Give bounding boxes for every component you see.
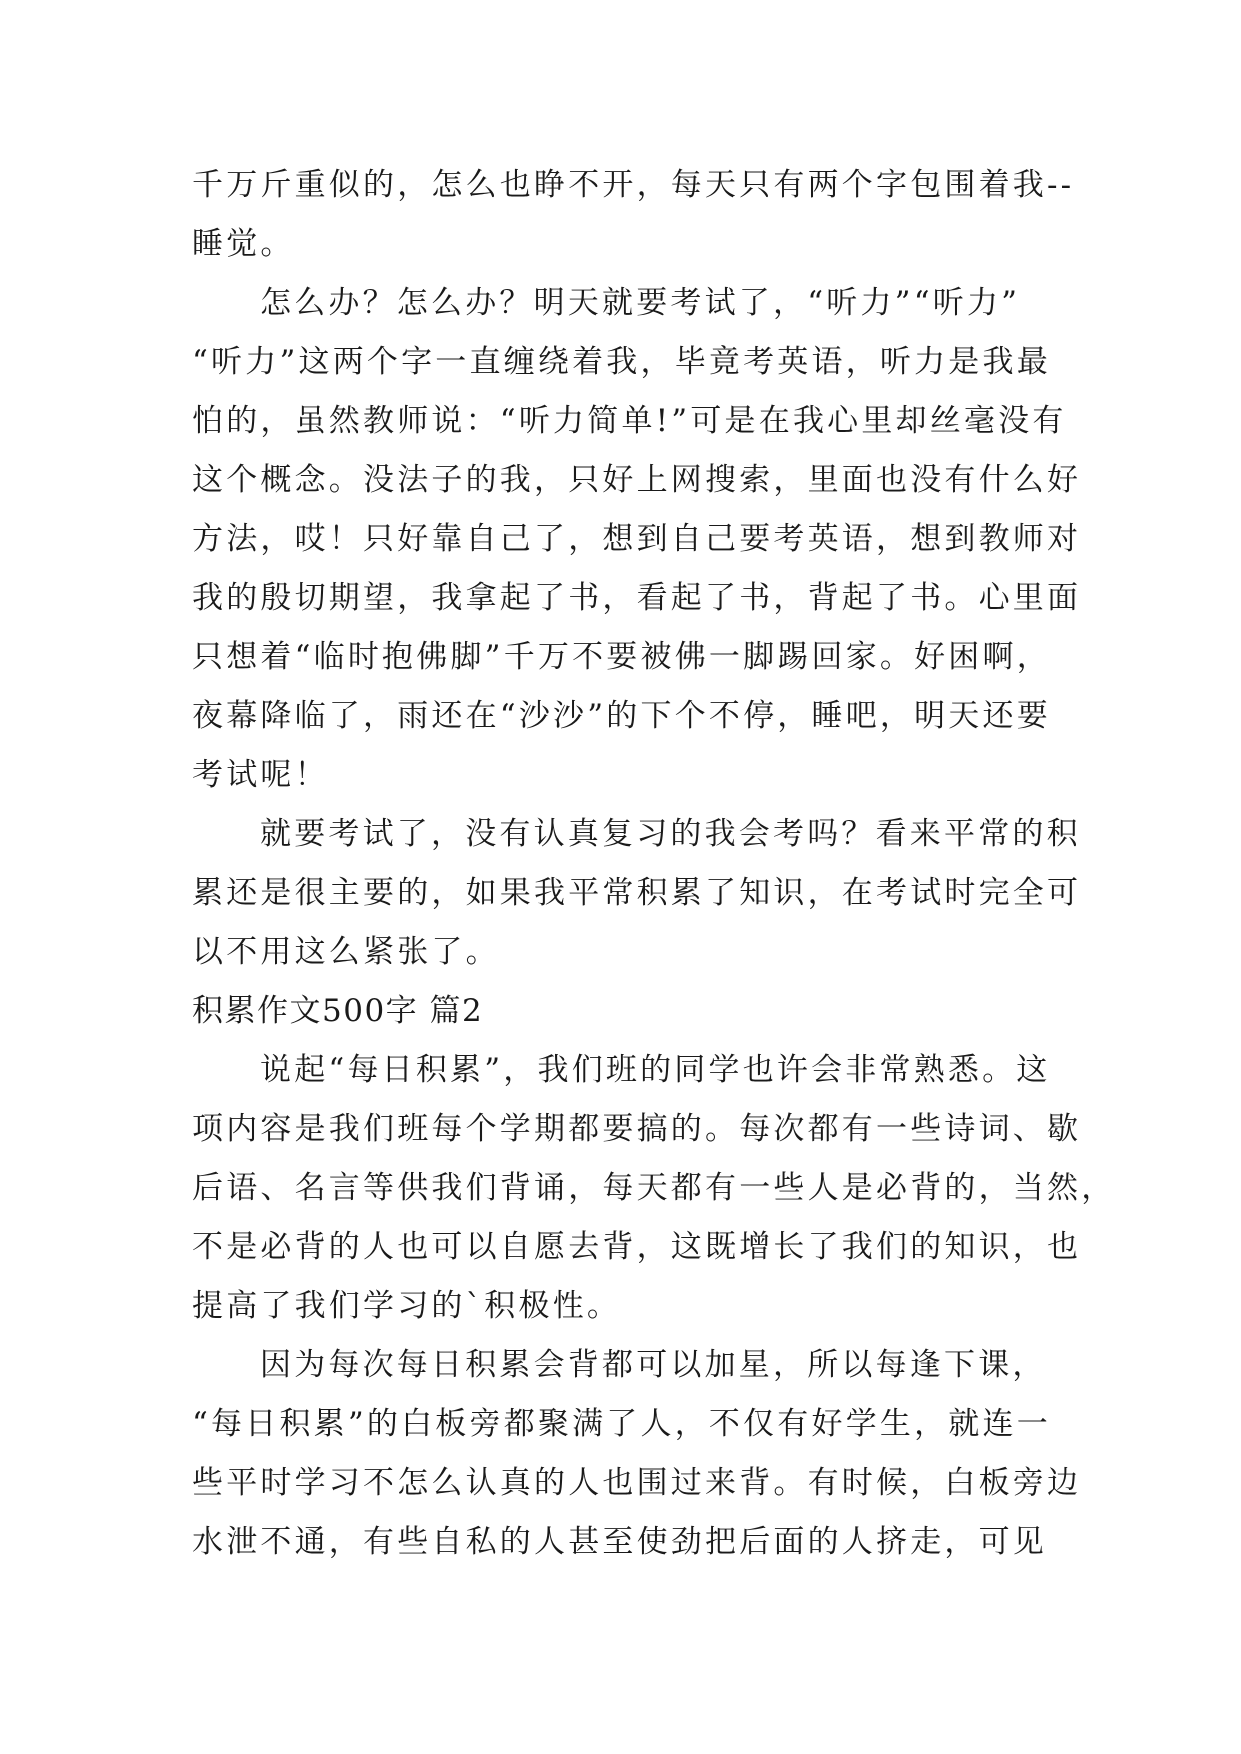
text-line: 只想着“临时抱佛脚”千万不要被佛一脚踢回家。好困啊， xyxy=(192,639,1051,675)
text-line: 夜幕降临了，雨还在“沙沙”的下个不停，睡吧，明天还要 xyxy=(192,698,1051,734)
section-heading xyxy=(192,982,1052,1041)
text-line: 些平时学习不怎么认真的人也围过来背。有时候，白板旁边 xyxy=(192,1465,1082,1501)
document-body xyxy=(192,156,1116,1572)
text-line: “每日积累”的白板旁都聚满了人，不仅有好学生，就连一 xyxy=(192,1406,1051,1442)
paragraph xyxy=(192,805,1082,982)
text-line: 以不用这么紧张了。 xyxy=(192,934,500,970)
text-line: 这个概念。没法子的我，只好上网搜索，里面也没有什么好 xyxy=(192,462,1082,498)
paragraph xyxy=(192,1336,1082,1572)
text-line: 千万斤重似的，怎么也睁不开，每天只有两个字包围着我-- xyxy=(192,167,1075,203)
text-line: 就要考试了，没有认真复习的我会考吗？看来平常的积 xyxy=(260,816,1081,852)
text-line: 累还是很主要的，如果我平常积累了知识，在考试时完全可 xyxy=(192,875,1082,911)
text-line: 不是必背的人也可以自愿去背，这既增长了我们的知识，也 xyxy=(192,1229,1082,1265)
text-line: 水泄不通，有些自私的人甚至使劲把后面的人挤走，可见 xyxy=(192,1524,1047,1560)
text-line: 怕的，虽然教师说：“听力简单!”可是在我心里却丝毫没有 xyxy=(192,403,1067,439)
text-line: 后语、名言等供我们背诵，每天都有一些人是必背的，当然， xyxy=(192,1170,1116,1206)
paragraph xyxy=(192,274,1082,805)
paragraph xyxy=(192,156,1075,274)
text-line: 睡觉。 xyxy=(192,226,295,262)
text-line: 我的殷切期望，我拿起了书，看起了书，背起了书。心里面 xyxy=(192,580,1082,616)
text-line: “听力”这两个字一直缠绕着我，毕竟考英语，听力是我最 xyxy=(192,344,1051,380)
text-line: 因为每次每日积累会背都可以加星，所以每逢下课， xyxy=(260,1347,1047,1383)
section-title: 积累作文500字 篇2 xyxy=(192,993,484,1029)
text-line: 方法，哎！只好靠自己了，想到自己要考英语，想到教师对 xyxy=(192,521,1082,557)
text-line: 怎么办？怎么办？明天就要考试了，“听力”“听力” xyxy=(260,285,1021,321)
text-line: 项内容是我们班每个学期都要搞的。每次都有一些诗词、歇 xyxy=(192,1111,1082,1147)
text-line: 说起“每日积累”，我们班的同学也许会非常熟悉。这 xyxy=(260,1052,1051,1088)
paragraph xyxy=(192,1041,1116,1336)
text-line: 提高了我们学习的`积极性。 xyxy=(192,1288,622,1324)
text-line: 考试呢！ xyxy=(192,757,329,793)
